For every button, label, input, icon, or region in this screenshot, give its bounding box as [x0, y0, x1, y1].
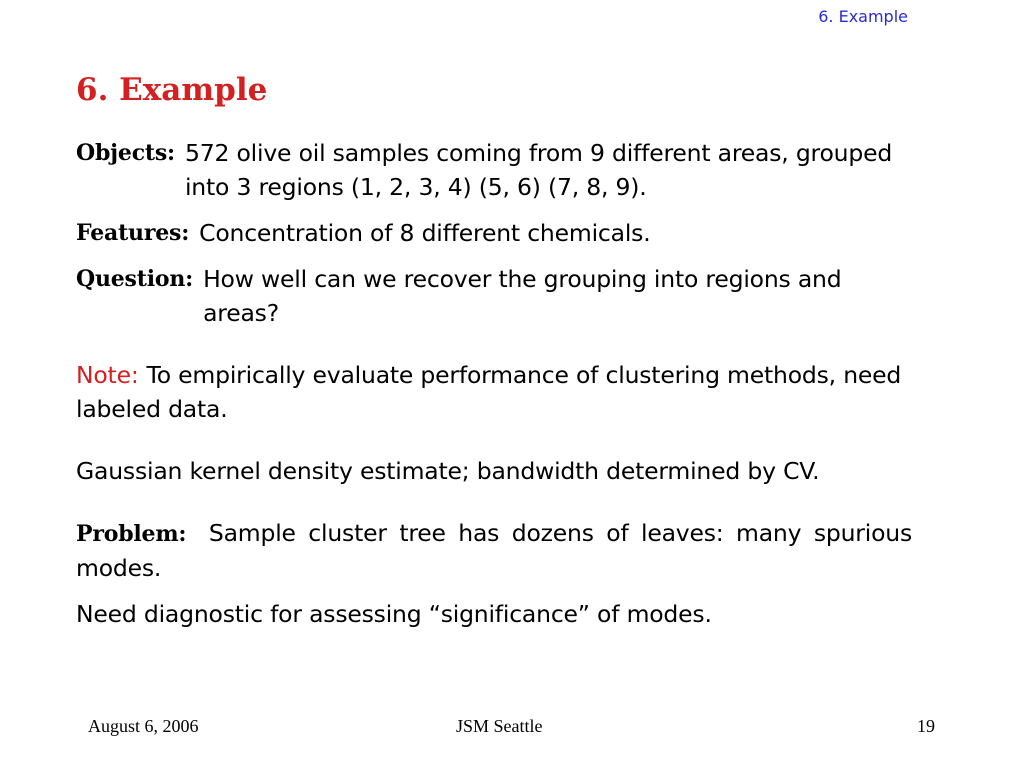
footer-page-number: 19	[917, 716, 935, 736]
features-label: Features:	[76, 220, 190, 246]
note-text: To empirically evaluate performance of clustering methods, need labeled data.	[76, 361, 902, 423]
features-text: Concentration of 8 different chemicals.	[199, 219, 651, 247]
note-label: Note:	[76, 361, 139, 389]
objects-item	[76, 136, 912, 204]
footer-event: JSM Seattle	[456, 716, 543, 736]
nav-section-link[interactable]: 6. Example	[818, 7, 908, 26]
question-item	[76, 262, 912, 330]
objects-label: Objects:	[76, 140, 175, 166]
kde-paragraph: Gaussian kernel density estimate; bandwidth determined by CV.	[76, 457, 820, 485]
footer-date: August 6, 2006	[88, 716, 199, 736]
objects-text: 572 olive oil samples coming from 9 different areas, grouped into 3 regions (1, 2, 3, 4) (5, 6) (7, 8, 9).	[184, 139, 893, 201]
note-paragraph	[76, 358, 912, 426]
problem-label: Problem:	[76, 521, 187, 547]
slide-body	[76, 136, 912, 631]
question-text: How well can we recover the grouping into regions and areas?	[203, 265, 842, 327]
slide-title: 6. Example	[76, 72, 268, 108]
problem-text: Sample cluster tree has dozens of leaves: many spurious modes.	[76, 519, 912, 582]
features-item	[76, 216, 912, 250]
diagnostic-paragraph: Need diagnostic for assessing “significance” of modes.	[76, 600, 712, 628]
question-label: Question:	[76, 266, 194, 292]
problem-paragraph	[76, 516, 912, 585]
